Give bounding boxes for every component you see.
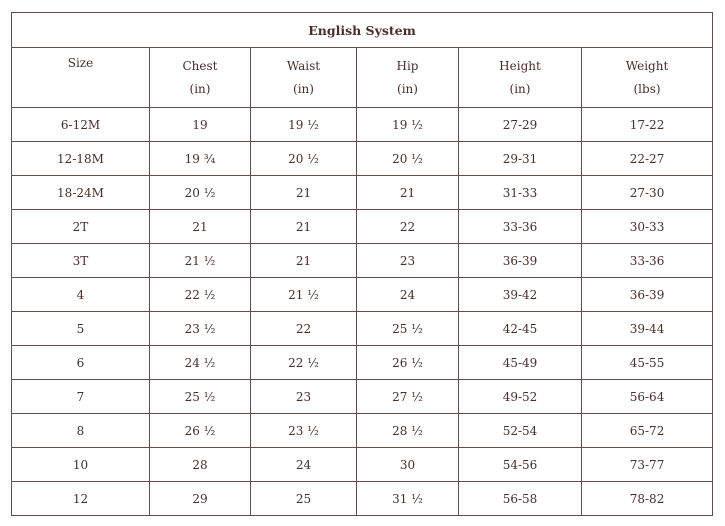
table-cell-weight: 45-55 (582, 346, 713, 380)
table-cell-chest: 28 (150, 448, 251, 482)
table-row (12, 244, 713, 278)
column-header-label: Hip (396, 58, 419, 73)
column-header-unit: (lbs) (633, 81, 661, 96)
table-cell-hip: 20 ½ (357, 142, 459, 176)
table-title: English System (12, 13, 713, 48)
table-cell-chest: 21 ½ (150, 244, 251, 278)
table-cell-size: 12 (12, 482, 150, 516)
table-row (12, 108, 713, 142)
table-cell-hip: 25 ½ (357, 312, 459, 346)
table-cell-size: 6 (12, 346, 150, 380)
column-header-label: Weight (625, 58, 669, 73)
table-cell-size: 4 (12, 278, 150, 312)
table-cell-chest: 19 (150, 108, 251, 142)
column-header-unit: (in) (189, 81, 211, 96)
table-cell-height: 27-29 (459, 108, 582, 142)
table-row (12, 346, 713, 380)
table-cell-height: 54-56 (459, 448, 582, 482)
table-cell-hip: 31 ½ (357, 482, 459, 516)
table-cell-hip: 21 (357, 176, 459, 210)
table-cell-size: 8 (12, 414, 150, 448)
column-header-unit: (in) (293, 81, 314, 96)
table-cell-height: 39-42 (459, 278, 582, 312)
table-cell-size: 18-24M (12, 176, 150, 210)
table-cell-waist: 25 (251, 482, 357, 516)
table-cell-weight: 56-64 (582, 380, 713, 414)
table-cell-hip: 26 ½ (357, 346, 459, 380)
table-cell-height: 45-49 (459, 346, 582, 380)
table-cell-height: 31-33 (459, 176, 582, 210)
table-cell-hip: 27 ½ (357, 380, 459, 414)
table-cell-weight: 33-36 (582, 244, 713, 278)
table-row (12, 210, 713, 244)
table-cell-weight: 39-44 (582, 312, 713, 346)
table-cell-weight: 36-39 (582, 278, 713, 312)
table-cell-height: 52-54 (459, 414, 582, 448)
table-row (12, 414, 713, 448)
table-cell-hip: 19 ½ (357, 108, 459, 142)
table-cell-height: 42-45 (459, 312, 582, 346)
table-cell-hip: 23 (357, 244, 459, 278)
table-row (12, 482, 713, 516)
table-cell-chest: 25 ½ (150, 380, 251, 414)
table-cell-chest: 26 ½ (150, 414, 251, 448)
table-cell-chest: 20 ½ (150, 176, 251, 210)
table-cell-height: 49-52 (459, 380, 582, 414)
table-cell-height: 29-31 (459, 142, 582, 176)
table-cell-waist: 19 ½ (251, 108, 357, 142)
table-cell-weight: 73-77 (582, 448, 713, 482)
table-cell-chest: 24 ½ (150, 346, 251, 380)
column-header-hip (357, 48, 459, 108)
table-cell-hip: 28 ½ (357, 414, 459, 448)
column-header-label: Size (67, 56, 94, 70)
table-cell-height: 56-58 (459, 482, 582, 516)
table-cell-size: 6-12M (12, 108, 150, 142)
column-header-unit: (in) (397, 81, 418, 96)
table-cell-waist: 22 ½ (251, 346, 357, 380)
table-cell-size: 12-18M (12, 142, 150, 176)
table-cell-size: 2T (12, 210, 150, 244)
table-cell-chest: 19 ¾ (150, 142, 251, 176)
table-cell-hip: 22 (357, 210, 459, 244)
table-cell-waist: 20 ½ (251, 142, 357, 176)
table-cell-weight: 65-72 (582, 414, 713, 448)
column-header-waist (251, 48, 357, 108)
column-header-height (459, 48, 582, 108)
table-cell-weight: 27-30 (582, 176, 713, 210)
table-cell-weight: 78-82 (582, 482, 713, 516)
table-row (12, 312, 713, 346)
table-cell-waist: 21 (251, 210, 357, 244)
table-cell-hip: 24 (357, 278, 459, 312)
column-header-label: Chest (182, 58, 218, 73)
table-cell-height: 33-36 (459, 210, 582, 244)
table-cell-waist: 23 ½ (251, 414, 357, 448)
table-cell-weight: 30-33 (582, 210, 713, 244)
column-header-weight (582, 48, 713, 108)
table-row (12, 448, 713, 482)
table-cell-chest: 29 (150, 482, 251, 516)
table-row (12, 176, 713, 210)
column-header-size (12, 48, 150, 108)
column-header-chest (150, 48, 251, 108)
table-cell-height: 36-39 (459, 244, 582, 278)
table-cell-weight: 17-22 (582, 108, 713, 142)
table-cell-waist: 24 (251, 448, 357, 482)
table-cell-weight: 22-27 (582, 142, 713, 176)
table-cell-hip: 30 (357, 448, 459, 482)
table-cell-waist: 21 ½ (251, 278, 357, 312)
table-cell-waist: 22 (251, 312, 357, 346)
table-cell-chest: 21 (150, 210, 251, 244)
column-header-label: Waist (286, 58, 321, 73)
table-cell-waist: 21 (251, 176, 357, 210)
table-cell-chest: 22 ½ (150, 278, 251, 312)
table-cell-size: 5 (12, 312, 150, 346)
table-cell-size: 7 (12, 380, 150, 414)
size-chart-table (11, 12, 713, 516)
table-cell-waist: 21 (251, 244, 357, 278)
table-row (12, 278, 713, 312)
table-cell-waist: 23 (251, 380, 357, 414)
column-header-label: Height (499, 58, 541, 73)
table-cell-chest: 23 ½ (150, 312, 251, 346)
column-header-unit: (in) (509, 81, 531, 96)
table-row (12, 380, 713, 414)
table-cell-size: 3T (12, 244, 150, 278)
table-cell-size: 10 (12, 448, 150, 482)
table-row (12, 142, 713, 176)
